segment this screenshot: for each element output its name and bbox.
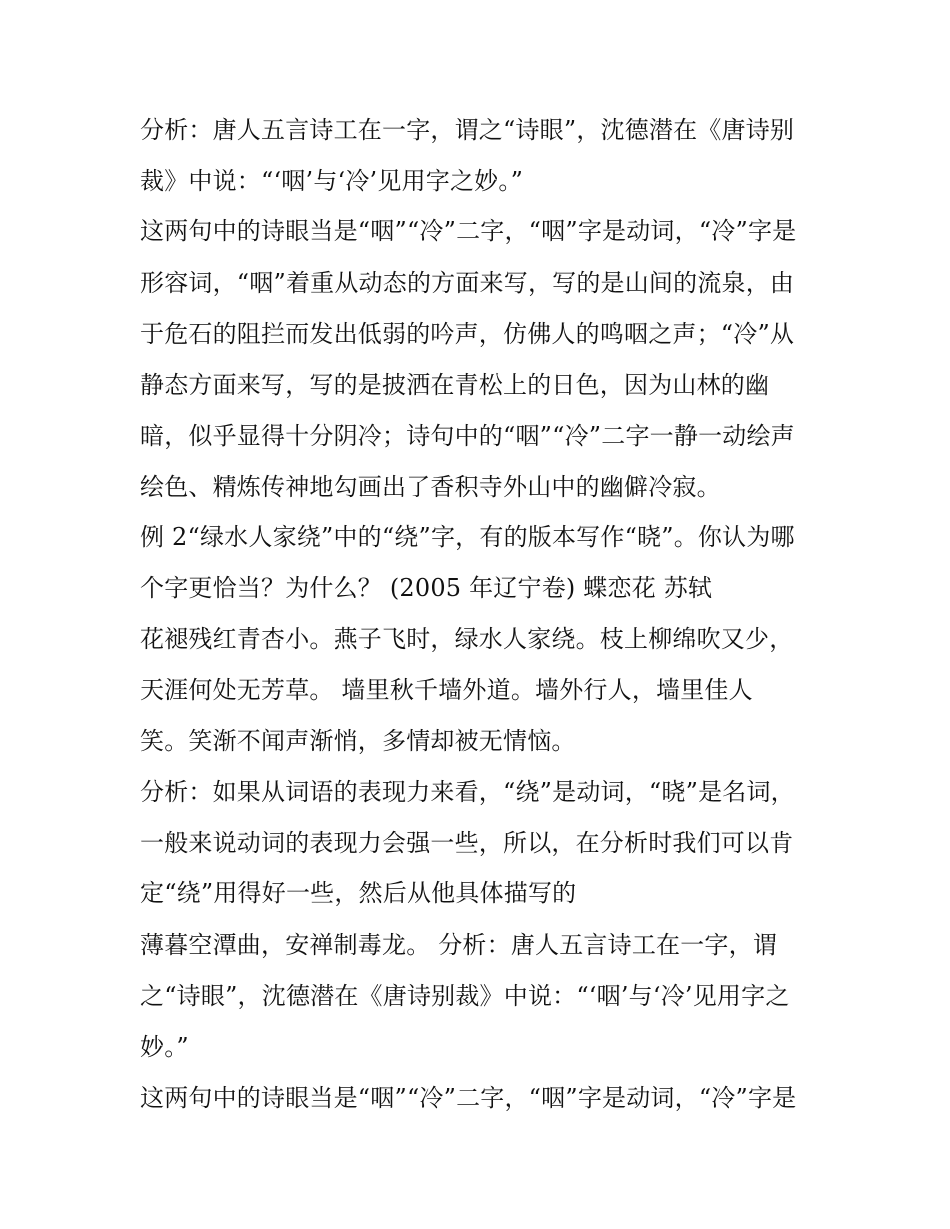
text-line: 分析：唐人五言诗工在一字，谓之“诗眼”，沈德潜在《唐诗别 <box>140 116 795 144</box>
text-line: 个字更恰当？为什么？ (2005 年辽宁卷) 蝶恋花 苏轼 <box>140 574 713 602</box>
text-line: 例 2“绿水人家绕”中的“绕”字，有的版本写作“晓”。你认为哪 <box>140 523 795 551</box>
text-line: 这两句中的诗眼当是“咽”“冷”二字，“咽”字是动词，“冷”字是 <box>140 217 797 245</box>
text-line: 笑。笑渐不闻声渐悄，多情却被无情恼。 <box>140 727 576 755</box>
text-line: 定“绕”用得好一些，然后从他具体描写的 <box>140 879 577 907</box>
text-line: 暗，似乎显得十分阴冷；诗句中的“咽”“冷”二字一静一动绘声 <box>140 422 795 450</box>
text-line: 绘色、精炼传神地勾画出了香积寺外山中的幽僻冷寂。 <box>140 473 721 501</box>
text-line: 天涯何处无芳草。 墙里秋千墙外道。墙外行人，墙里佳人 <box>140 676 753 704</box>
text-line: 静态方面来写，写的是披洒在青松上的日色，因为山林的幽 <box>140 371 770 399</box>
text-line: 妙。” <box>140 1033 189 1061</box>
text-line: 于危石的阻拦而发出低弱的吟声，仿佛人的鸣咽之声；“冷”从 <box>140 320 795 348</box>
text-line: 形容词，“咽”着重从动态的方面来写，写的是山间的流泉，由 <box>140 269 795 297</box>
text-line: 分析：如果从词语的表现力来看，“绕”是动词，“晓”是名词， <box>140 778 795 806</box>
text-line: 花褪残红青杏小。燕子飞时，绿水人家绕。枝上柳绵吹又少， <box>140 625 794 653</box>
text-line: 裁》中说：“‘咽’与‘冷’见用字之妙。” <box>140 167 524 195</box>
text-line: 薄暮空潭曲，安禅制毒龙。 分析：唐人五言诗工在一字，谓 <box>140 931 778 959</box>
text-line: 这两句中的诗眼当是“咽”“冷”二字，“咽”字是动词，“冷”字是 <box>140 1084 797 1112</box>
text-line: 之“诗眼”，沈德潜在《唐诗别裁》中说：“‘咽’与‘冷’见用字之 <box>140 982 790 1010</box>
text-line: 一般来说动词的表现力会强一些，所以，在分析时我们可以肯 <box>140 829 794 857</box>
